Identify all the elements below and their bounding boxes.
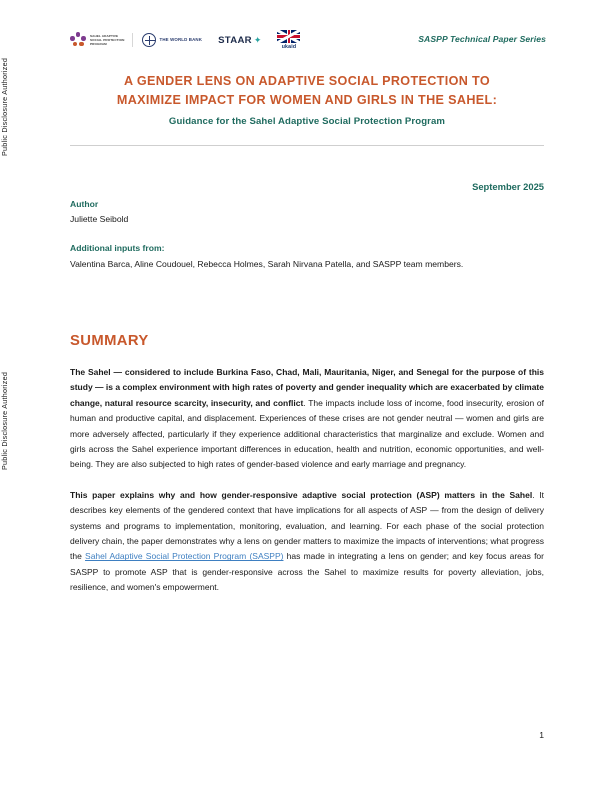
summary-p2-part2: has made in integrating a lens on gender; and key focus areas for SASPP to promote ASP that is gender-responsive across the Sahel to maximize results for poverty alleviation, jobs, resilience, and women's empowerment. [70,551,544,593]
summary-paragraph-2 [70,488,544,596]
document-header [70,30,546,56]
staar-logo [218,35,261,46]
ukaid-logo [277,30,300,50]
title-divider [70,145,544,146]
page-number: 1 [539,730,544,740]
union-jack-icon [277,30,300,43]
saspp-logo-line1: SAHEL ADAPTIVE [90,33,119,38]
world-bank-logo [132,33,202,47]
summary-body [70,365,544,611]
title-block [70,72,544,127]
summary-p1-bold-lead: The Sahel — considered to include Burkina Faso, Chad, Mali, Mauritania, Niger, and Senegal for the purpose of this study — is a complex environment with high rates of poverty and gender inequality which are exacerbated by climate change, natural resource scarcity, insecurity, and conflict [70,367,544,408]
saspp-logo-text [90,34,124,47]
series-label: SASPP Technical Paper Series [418,34,546,44]
summary-paragraph-1 [70,365,544,473]
staar-logo-text: STAAR [218,34,252,46]
public-disclosure-stamp-bottom: Public Disclosure Authorized [0,371,9,470]
world-bank-logo-text: THE WORLD BANK [159,37,203,43]
summary-heading: SUMMARY [70,333,149,349]
world-bank-globe-icon [142,33,156,47]
author-name: Juliette Seibold [70,214,129,224]
page-subtitle: Guidance for the Sahel Adaptive Social Protection Program [168,116,446,127]
ukaid-logo-text: ukaid [281,44,297,50]
page-title-line2: MAXIMIZE IMPACT FOR WOMEN AND GIRLS IN THE SAHEL: [116,93,498,107]
public-disclosure-stamp-top: Public Disclosure Authorized [0,57,9,157]
summary-p2-part1: . It describes key elements of the gendered context that have implications for all aspects of ASP — from the design of delivery systems and programs to implementation, monitoring, evaluation, and learning. For each phase of the social protection delivery chain, the paper demonstrates why a lens on gender matters to maximize the impacts of interventions; what progress the [70,489,544,562]
saspp-dots-icon [70,32,86,48]
summary-p1-rest: . The impacts include loss of income, food insecurity, erosion of human and productive capital, and displacement. Experiences of these crises are not gender neutral — women and girls are more adversely affected, particularly if they experience additional characteristics that marginalize and exclude. Women and girls across the Sahel experience important differences in education, health and nutrition, economic opportunities, and well-being. They are also subjected to high rates of gender-based violence and early marriage and pregnancy. [70,397,544,470]
summary-p2-bold-lead: This paper explains why and how gender-responsive adaptive social protection (ASP) matters in the Sahel [70,489,533,500]
author-heading: Author [70,199,99,209]
star-icon: ✦ [253,34,262,45]
saspp-logo-line2: SOCIAL PROTECTION [90,37,125,42]
saspp-logo [70,32,124,48]
saspp-logo-line3: PROGRAM [90,42,107,47]
additional-inputs-heading: Additional inputs from: [70,243,165,253]
page-title-line1: A GENDER LENS ON ADAPTIVE SOCIAL PROTECTION TO [124,74,490,88]
logo-strip [70,30,300,50]
additional-inputs-text: Valentina Barca, Aline Coudouel, Rebecca Holmes, Sarah Nirvana Patella, and SASPP team members. [70,259,464,269]
publication-date: September 2025 [472,181,544,192]
saspp-program-link[interactable]: Sahel Adaptive Social Protection Program (SASPP) [85,551,284,562]
